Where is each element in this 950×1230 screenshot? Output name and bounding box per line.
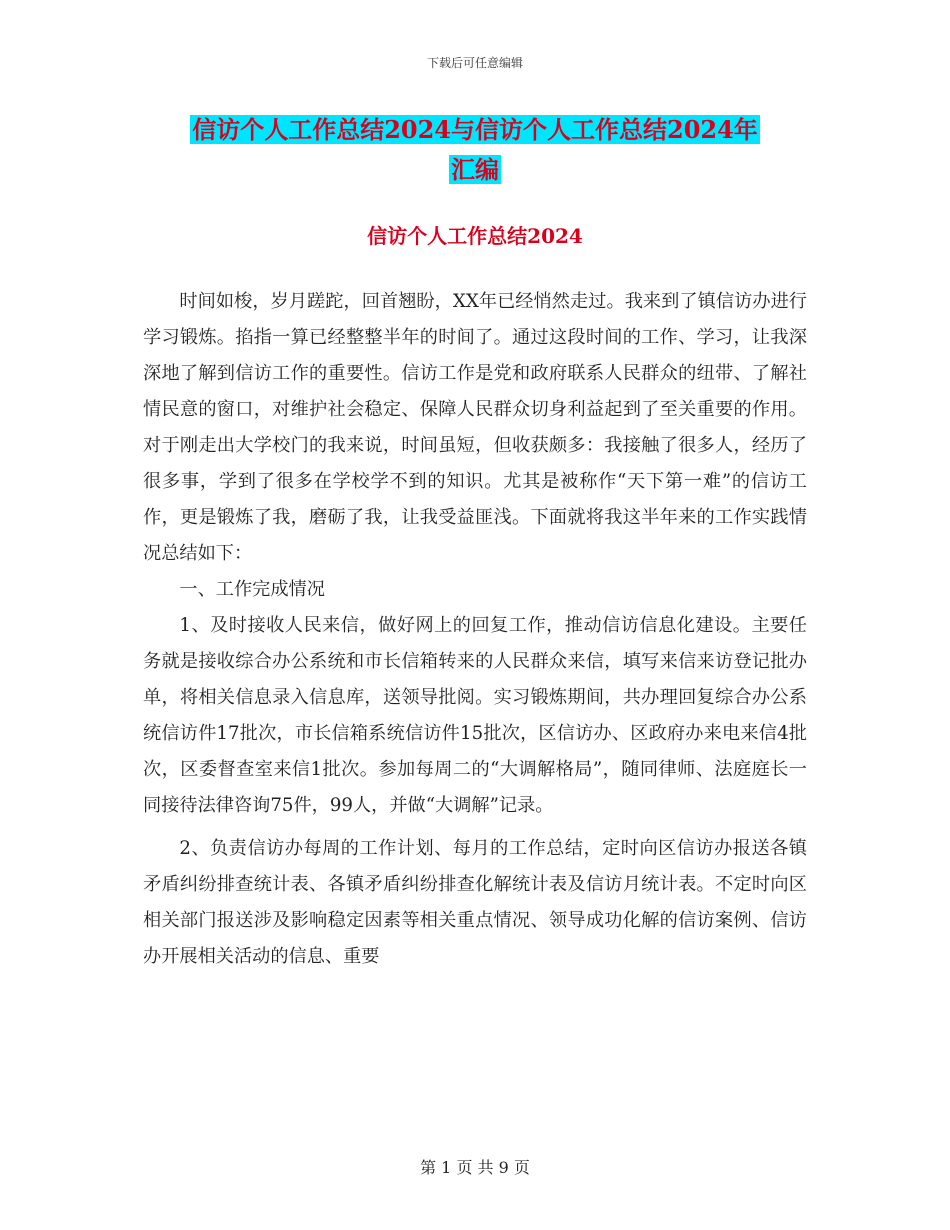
paragraph-intro: 时间如梭，岁月蹉跎，回首翘盼，XX年已经悄然走过。我来到了镇信访办进行学习锻炼。掐指一算已经整整半年的时间了。通过这段时间的工作、学习，让我深深地了解到信访工作的重要性。信访工作是党和政府联系人民群众的纽带、了解社情民意的窗口，对维护社会稳定、保障人民群众切身利益起到了至关重要的作用。对于刚走出大学校门的我来说，时间虽短，但收获颇多：我接触了很多人，经历了很多事，学到了很多在学校学不到的知识。尤其是被称作“天下第一难”的信访工作，更是锻炼了我，磨砺了我，让我受益匪浅。下面就将我这半年来的工作实践情况总结如下： [143,291,807,564]
page-number: 第 1 页 共 9 页 [420,1158,530,1177]
document-title [145,110,805,190]
title-line-1: 信访个人工作总结2024与信访个人工作总结2024年 [192,115,758,144]
header-note: 下载后可任意编辑 [426,56,523,70]
document-body [143,284,807,975]
title-line-2: 汇编 [451,155,499,184]
paragraph-item-2: 2、负责信访办每周的工作计划、每月的工作总结，定时向区信访办报送各镇矛盾纠纷排查统计表、各镇矛盾纠纷排查化解统计表及信访月统计表。不定时向区相关部门报送涉及影响稳定因素等相关重点情况、领导成功化解的信访案例、信访办开展相关活动的信息、重要 [143,838,807,967]
section-title: 信访个人工作总结2024 [367,224,583,248]
paragraph-item-1: 1、及时接收人民来信，做好网上的回复工作，推动信访信息化建设。主要任务就是接收综合办公系统和市长信箱转来的人民群众来信，填写来信来访登记批办单，将相关信息录入信息库，送领导批阅。实习锻炼期间，共办理回复综合办公系统信访件17批次，市长信箱系统信访件15批次，区信访办、区政府办来电来信4批次，区委督查室来信1批次。参加每周二的“大调解格局”，随同律师、法庭庭长一同接待法律咨询75件，99人，并做“大调解”记录。 [143,615,807,816]
paragraph-heading-work: 一、工作完成情况 [179,579,325,600]
